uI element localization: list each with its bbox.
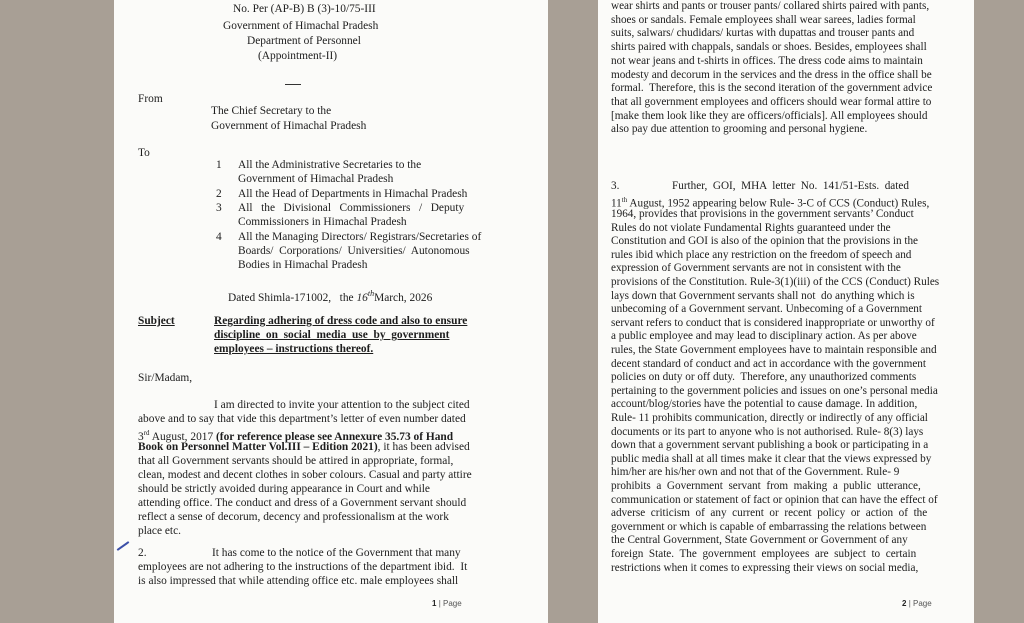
paragraph-3-line: the Central Government, State Government or Government of any	[611, 534, 908, 547]
paragraph-line: also pay due attention to grooming and personal hygiene.	[611, 123, 868, 136]
paragraph-3-line: 1964, provides that provisions in the government servants’ Conduct	[611, 208, 914, 220]
paragraph-1-line: reflect a sense of decorum, decency and professionalism at the work	[138, 511, 449, 523]
paragraph-3-line: restrictions when it comes to expressing their views on social media,	[611, 561, 919, 574]
paragraph-2-line: is also impressed that while attending office etc. male employees shall	[138, 575, 459, 587]
recipient-number: 2	[216, 188, 222, 200]
paragraph-3-line: unbecoming of a Government servant. Unbecoming of a Government	[611, 303, 922, 316]
department-name: Department of Personnel	[247, 35, 361, 47]
recipient-line: Government of Himachal Pradesh	[238, 173, 394, 185]
paragraph-3-line: documents or its part to anyone who is not authorised. Rule- 8(3) lays	[611, 425, 924, 438]
paragraph-2-number: 2.	[138, 547, 147, 559]
page-label: | Page	[438, 599, 462, 608]
recipient-line: Boards/ Corporations/ Universities/ Autonomous	[238, 245, 470, 257]
paragraph-3-line: a public employee and may lead to disciplinary action. As per above	[611, 330, 917, 343]
recipient-number: 3	[216, 202, 222, 214]
paragraph-3-line: Rules do not violate Fundamental Rights guaranteed under the	[611, 221, 891, 234]
reference-bold: Book on Personnel Matter Vol.III – Edition 2021)	[138, 441, 378, 453]
paragraph-2-line: It has come to the notice of the Government that many	[212, 547, 461, 559]
government-name: Government of Himachal Pradesh	[223, 20, 379, 32]
paragraph-3-line: lays down that Government servants shall not do anything which is	[611, 289, 915, 302]
paragraph-3-line: Constitution and GOI is also of the opinion that the provisions in the	[611, 235, 919, 248]
paragraph-line: [make them look like they are officers/officials]. All employees should	[611, 109, 928, 122]
paragraph-line: formal. Therefore, this is the second iteration of the government advice	[611, 82, 933, 95]
paragraph-3-line: him/her are his/her own and not that of the Government. Rule- 9	[611, 466, 900, 479]
to-label: To	[138, 147, 150, 159]
paragraph-3-line: pertaining to the government policies and issues on one’s personal media	[611, 384, 938, 397]
paragraph-3-line: communication or statement of fact or opinion that can have the effect of	[611, 493, 938, 506]
document-page-2	[598, 0, 974, 623]
paragraph-line: suits, salwars/ chudidars/ kurtas with dupattas and trouser pants and	[611, 27, 915, 40]
paragraph-3-line: decent standard of conduct and act in accordance with the government	[611, 357, 926, 370]
date-day: 3	[138, 430, 144, 443]
sender-line-1: The Chief Secretary to the	[211, 105, 332, 117]
paragraph-3-line: Rule- 11 prohibits communication, directly or indirectly of any official	[611, 412, 928, 424]
date-day: 11	[611, 197, 622, 210]
page-number: 2	[902, 599, 907, 608]
paragraph-line: modesty and decorum in the services and the dress in the office shall be	[611, 68, 932, 81]
subject-line: Regarding adhering of dress code and also to ensure	[214, 315, 468, 327]
paragraph-2-line: employees are not adhering to the instructions of the department ibid. It	[138, 561, 468, 573]
paragraph-3-number: 3.	[611, 180, 620, 192]
document-page-1	[114, 0, 548, 623]
paragraph-3-text: August, 1952 appearing below Rule- 3-C of CCS (Conduct) Rules,	[627, 197, 930, 210]
paragraph-1-line: place etc.	[138, 525, 181, 537]
handwritten-day: 16	[356, 291, 368, 304]
page-footer	[902, 599, 932, 608]
paragraph-3-line: government or which is capable of embarrassing the relations between	[611, 520, 927, 533]
paragraph-1-line: clean, modest and decent clothes in sober colours. Casual and party attire	[138, 469, 472, 481]
paragraph-3-line: rules, the State Government employees have to maintain responsible and	[611, 344, 937, 356]
paragraph-line: wear shirts and pants or trouser pants/ collared shirts paired with pants,	[611, 0, 930, 12]
paragraph-line: shirts paired with chappals, sandals or shoes. Besides, employees shall	[611, 41, 927, 54]
paragraph-line: that all government employees and officers should wear formal attire to	[611, 95, 932, 108]
section-name: (Appointment-II)	[258, 50, 338, 62]
paragraph-3-line: prohibits a Government servant from making a public utterance,	[611, 480, 921, 492]
recipient-line: Bodies in Himachal Pradesh	[238, 259, 368, 271]
page-footer	[432, 599, 462, 608]
salutation: Sir/Madam,	[138, 372, 193, 384]
recipient-line: All the Managing Directors/ Registrars/Secretaries of	[238, 231, 482, 243]
paragraph-line: shoes or sandals. Female employees shall wear sarees, ladies formal	[611, 13, 916, 26]
recipient-line: All the Head of Departments in Himachal Pradesh	[238, 188, 468, 200]
paragraph-1-line: attending office. The conduct and dress of a Government servant should	[138, 497, 467, 509]
page-number: 1	[432, 599, 437, 608]
paragraph-line: not wear jeans and t-shirts in offices. The dress code aims to maintain	[611, 54, 923, 67]
dated-suffix: March, 2026	[374, 291, 433, 304]
paragraph-1-line: above and to say that vide this department’s letter of even number dated	[138, 413, 466, 425]
paragraph-1-line: should be strictly avoided during appearance in Court and while	[138, 483, 430, 495]
recipient-line: All the Administrative Secretaries to the	[238, 159, 422, 171]
paragraph-1-line	[138, 440, 470, 455]
paragraph-3-line: account/blog/stories have the potential to cause damage. In addition,	[611, 398, 918, 411]
date-text: August, 2017	[149, 430, 216, 443]
paragraph-3-line: Further, GOI, MHA letter No. 141/51-Ests. dated	[672, 180, 909, 192]
reference-bold: (for reference please see Annexure 35.73 of Hand	[216, 430, 454, 443]
subject-label: Subject	[138, 315, 175, 327]
dated-line	[228, 286, 432, 306]
paragraph-3-line: provisions of the Constitution. Rule-3(1)(iii) of the CCS (Conduct) Rules	[611, 276, 940, 288]
handwritten-tick-mark	[117, 541, 130, 551]
paragraph-3-line: expression of Government servants are not in consistent with the	[611, 262, 901, 275]
date-suffix: rd	[143, 429, 150, 437]
handwritten-day-suffix: th	[367, 289, 375, 298]
sender-line-2: Government of Himachal Pradesh	[211, 120, 367, 132]
paragraph-3-line: rules ibid which place any restriction on the freedom of speech and	[611, 248, 912, 261]
header-divider	[285, 84, 301, 85]
from-label: From	[138, 93, 163, 105]
recipient-number: 1	[216, 159, 222, 171]
subject-line: discipline on social media use by government	[214, 329, 450, 341]
paragraph-3-line: adverse criticism of any current or recent policy or action of the	[611, 507, 928, 520]
reference-number: No. Per (AP-B) B (3)-10/75-III	[233, 3, 376, 15]
paragraph-3-line: down that a government servant publishing a book or participating in a	[611, 439, 929, 452]
paragraph-3-line: public media shall at all times make it clear that the views expressed by	[611, 452, 932, 465]
paragraph-3-line: servant refers to conduct that is considered inappropriate or unworthy of	[611, 316, 935, 329]
paragraph-1-line: that all Government servants should be attired in appropriate, formal,	[138, 455, 454, 467]
subject-line: employees – instructions thereof.	[214, 343, 374, 355]
recipient-line: Commissioners in Himachal Pradesh	[238, 216, 407, 228]
date-suffix: th	[621, 196, 628, 204]
paragraph-3-line: foreign State. The government employees are subject to certain	[611, 548, 917, 560]
paragraph-1-line: I am directed to invite your attention to the subject cited	[214, 399, 470, 411]
recipient-line: All the Divisional Commissioners / Deputy	[238, 202, 465, 214]
page-label: | Page	[908, 599, 932, 608]
dated-prefix: Dated Shimla-171002, the	[228, 291, 354, 304]
recipient-number: 4	[216, 231, 222, 243]
paragraph-1-text: , it has been advised	[377, 441, 470, 453]
paragraph-3-line: policies on duty or off duty. Therefore, any unauthorized comments	[611, 371, 917, 384]
